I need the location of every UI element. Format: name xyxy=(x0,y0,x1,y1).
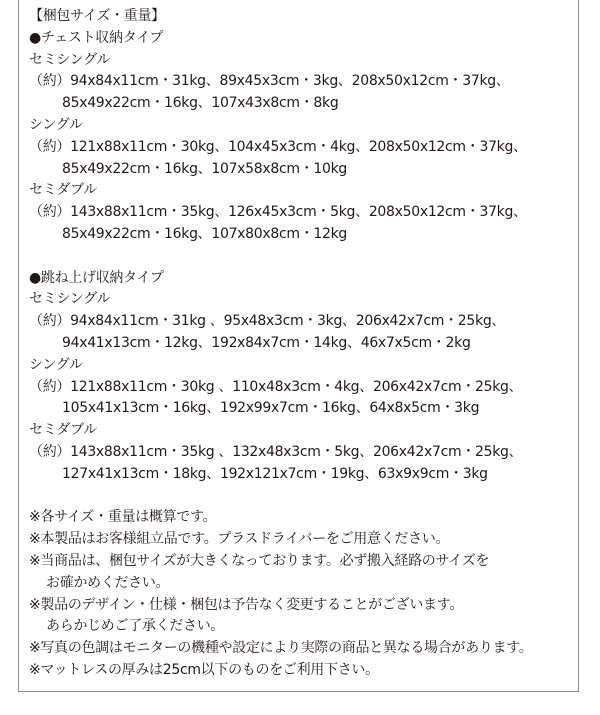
note-item-cont: あらかじめご了承ください。 xyxy=(46,618,225,635)
size-values-cont: 85x49x22cm・16kg、107x43x8cm・8kg xyxy=(62,95,339,112)
note-item: ※マットレスの厚みは25cm以下のものをご利用下さい。 xyxy=(29,661,379,678)
spec-text xyxy=(29,6,574,682)
note-item: ※写真の色調はモニターの機種や設定により実際の商品と異なる場合があります。 xyxy=(29,640,533,657)
note-item: ※各サイズ・重量は概算です。 xyxy=(29,509,217,526)
size-label: セミダブル xyxy=(29,422,97,439)
section-spacer xyxy=(29,246,574,268)
size-values: （約）94x84x11cm・31kg 、95x48x3cm・3kg、206x42x7cm・25kg、 xyxy=(29,313,506,330)
size-values-cont: 85x49x22cm・16kg、107x80x8cm・12kg xyxy=(62,225,348,242)
size-label: セミダブル xyxy=(29,182,97,199)
size-values-cont: 94x41x13cm・12kg、192x84x7cm・14kg、46x7x5cm・2kg xyxy=(62,334,471,351)
page-title: 【梱包サイズ・重量】 xyxy=(29,8,165,24)
size-label: シングル xyxy=(29,116,83,133)
size-values-cont: 85x49x22cm・16kg、107x58x8cm・10kg xyxy=(62,160,348,177)
size-values: （約）121x88x11cm・30kg、104x45x3cm・4kg、208x50x12cm・37kg、 xyxy=(29,138,527,155)
notes-spacer xyxy=(29,486,574,508)
size-label: シングル xyxy=(29,356,83,373)
size-values-cont: 127x41x13cm・18kg、192x121x7cm・19kg、63x9x9cm・3kg xyxy=(62,465,488,482)
section-heading-chest: ●チェスト収納タイプ xyxy=(29,29,164,46)
note-item: ※本製品はお客様組立品です。プラスドライバーをご用意ください。 xyxy=(29,531,450,548)
size-values: （約）143x88x11cm・35kg、126x45x3cm・5kg、208x50x12cm・37kg、 xyxy=(29,204,527,221)
size-values-cont: 105x41x13cm・16kg、192x99x7cm・16kg、64x8x5cm・3kg xyxy=(62,400,480,417)
note-item: ※当商品は、梱包サイズが大きくなっております。必ず搬入経路のサイズを xyxy=(29,552,490,569)
size-label: セミシングル xyxy=(29,291,111,308)
size-label: セミシングル xyxy=(29,51,111,68)
note-item-cont: お確かめください。 xyxy=(46,574,170,591)
size-values: （約）94x84x11cm・31kg、89x45x3cm・3kg、208x50x12cm・37kg、 xyxy=(29,73,510,90)
size-values: （約）121x88x11cm・30kg 、110x48x3cm・4kg、206x42x7cm・25kg、 xyxy=(29,378,523,395)
size-values: （約）143x88x11cm・35kg 、132x48x3cm・5kg、206x42x7cm・25kg、 xyxy=(29,443,523,460)
note-item: ※製品のデザイン・仕様・梱包は予告なく変更することがございます。 xyxy=(29,596,464,613)
section-heading-liftup: ●跳ね上げ収納タイプ xyxy=(29,269,164,286)
